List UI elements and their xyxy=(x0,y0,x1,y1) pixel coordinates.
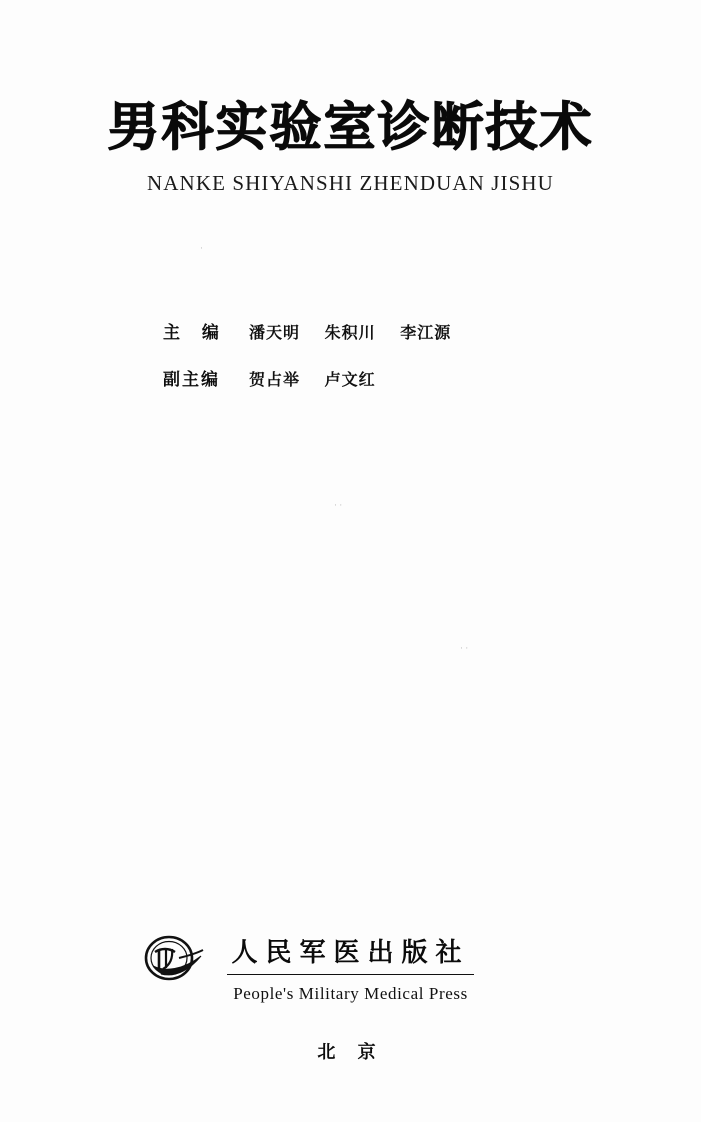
page-title-pinyin: NANKE SHIYANSHI ZHENDUAN JISHU xyxy=(147,171,554,196)
editor-name: 贺占举 xyxy=(249,370,301,389)
editor-row-deputy xyxy=(0,365,701,390)
deputy-editor-role-label: 副主编 xyxy=(163,370,220,390)
scan-speck: · · xyxy=(460,643,469,653)
editor-name: 潘天明 xyxy=(249,323,301,342)
publisher-name-cn: 人民军医出版社 xyxy=(227,932,473,975)
page-title: 男科实验室诊断技术 xyxy=(107,98,594,158)
publisher-seal-icon xyxy=(139,928,209,984)
editor-names-chief xyxy=(249,320,451,343)
scan-speck: · xyxy=(200,243,203,253)
publisher-block xyxy=(0,932,701,1004)
editor-role-label: 主 编 xyxy=(163,323,227,343)
editor-name: 卢文红 xyxy=(324,370,376,389)
editors-block xyxy=(0,318,701,412)
editor-name: 李江源 xyxy=(400,323,452,342)
publisher-name-en: People's Military Medical Press xyxy=(233,984,468,1003)
editor-row-chief xyxy=(0,318,701,343)
publisher-city: 北 京 xyxy=(317,1042,384,1063)
editor-names-deputy xyxy=(249,367,376,390)
scan-speck: · · xyxy=(334,500,343,510)
editor-name: 朱积川 xyxy=(324,323,376,342)
publisher-inner xyxy=(227,932,473,1004)
title-block xyxy=(0,100,701,196)
